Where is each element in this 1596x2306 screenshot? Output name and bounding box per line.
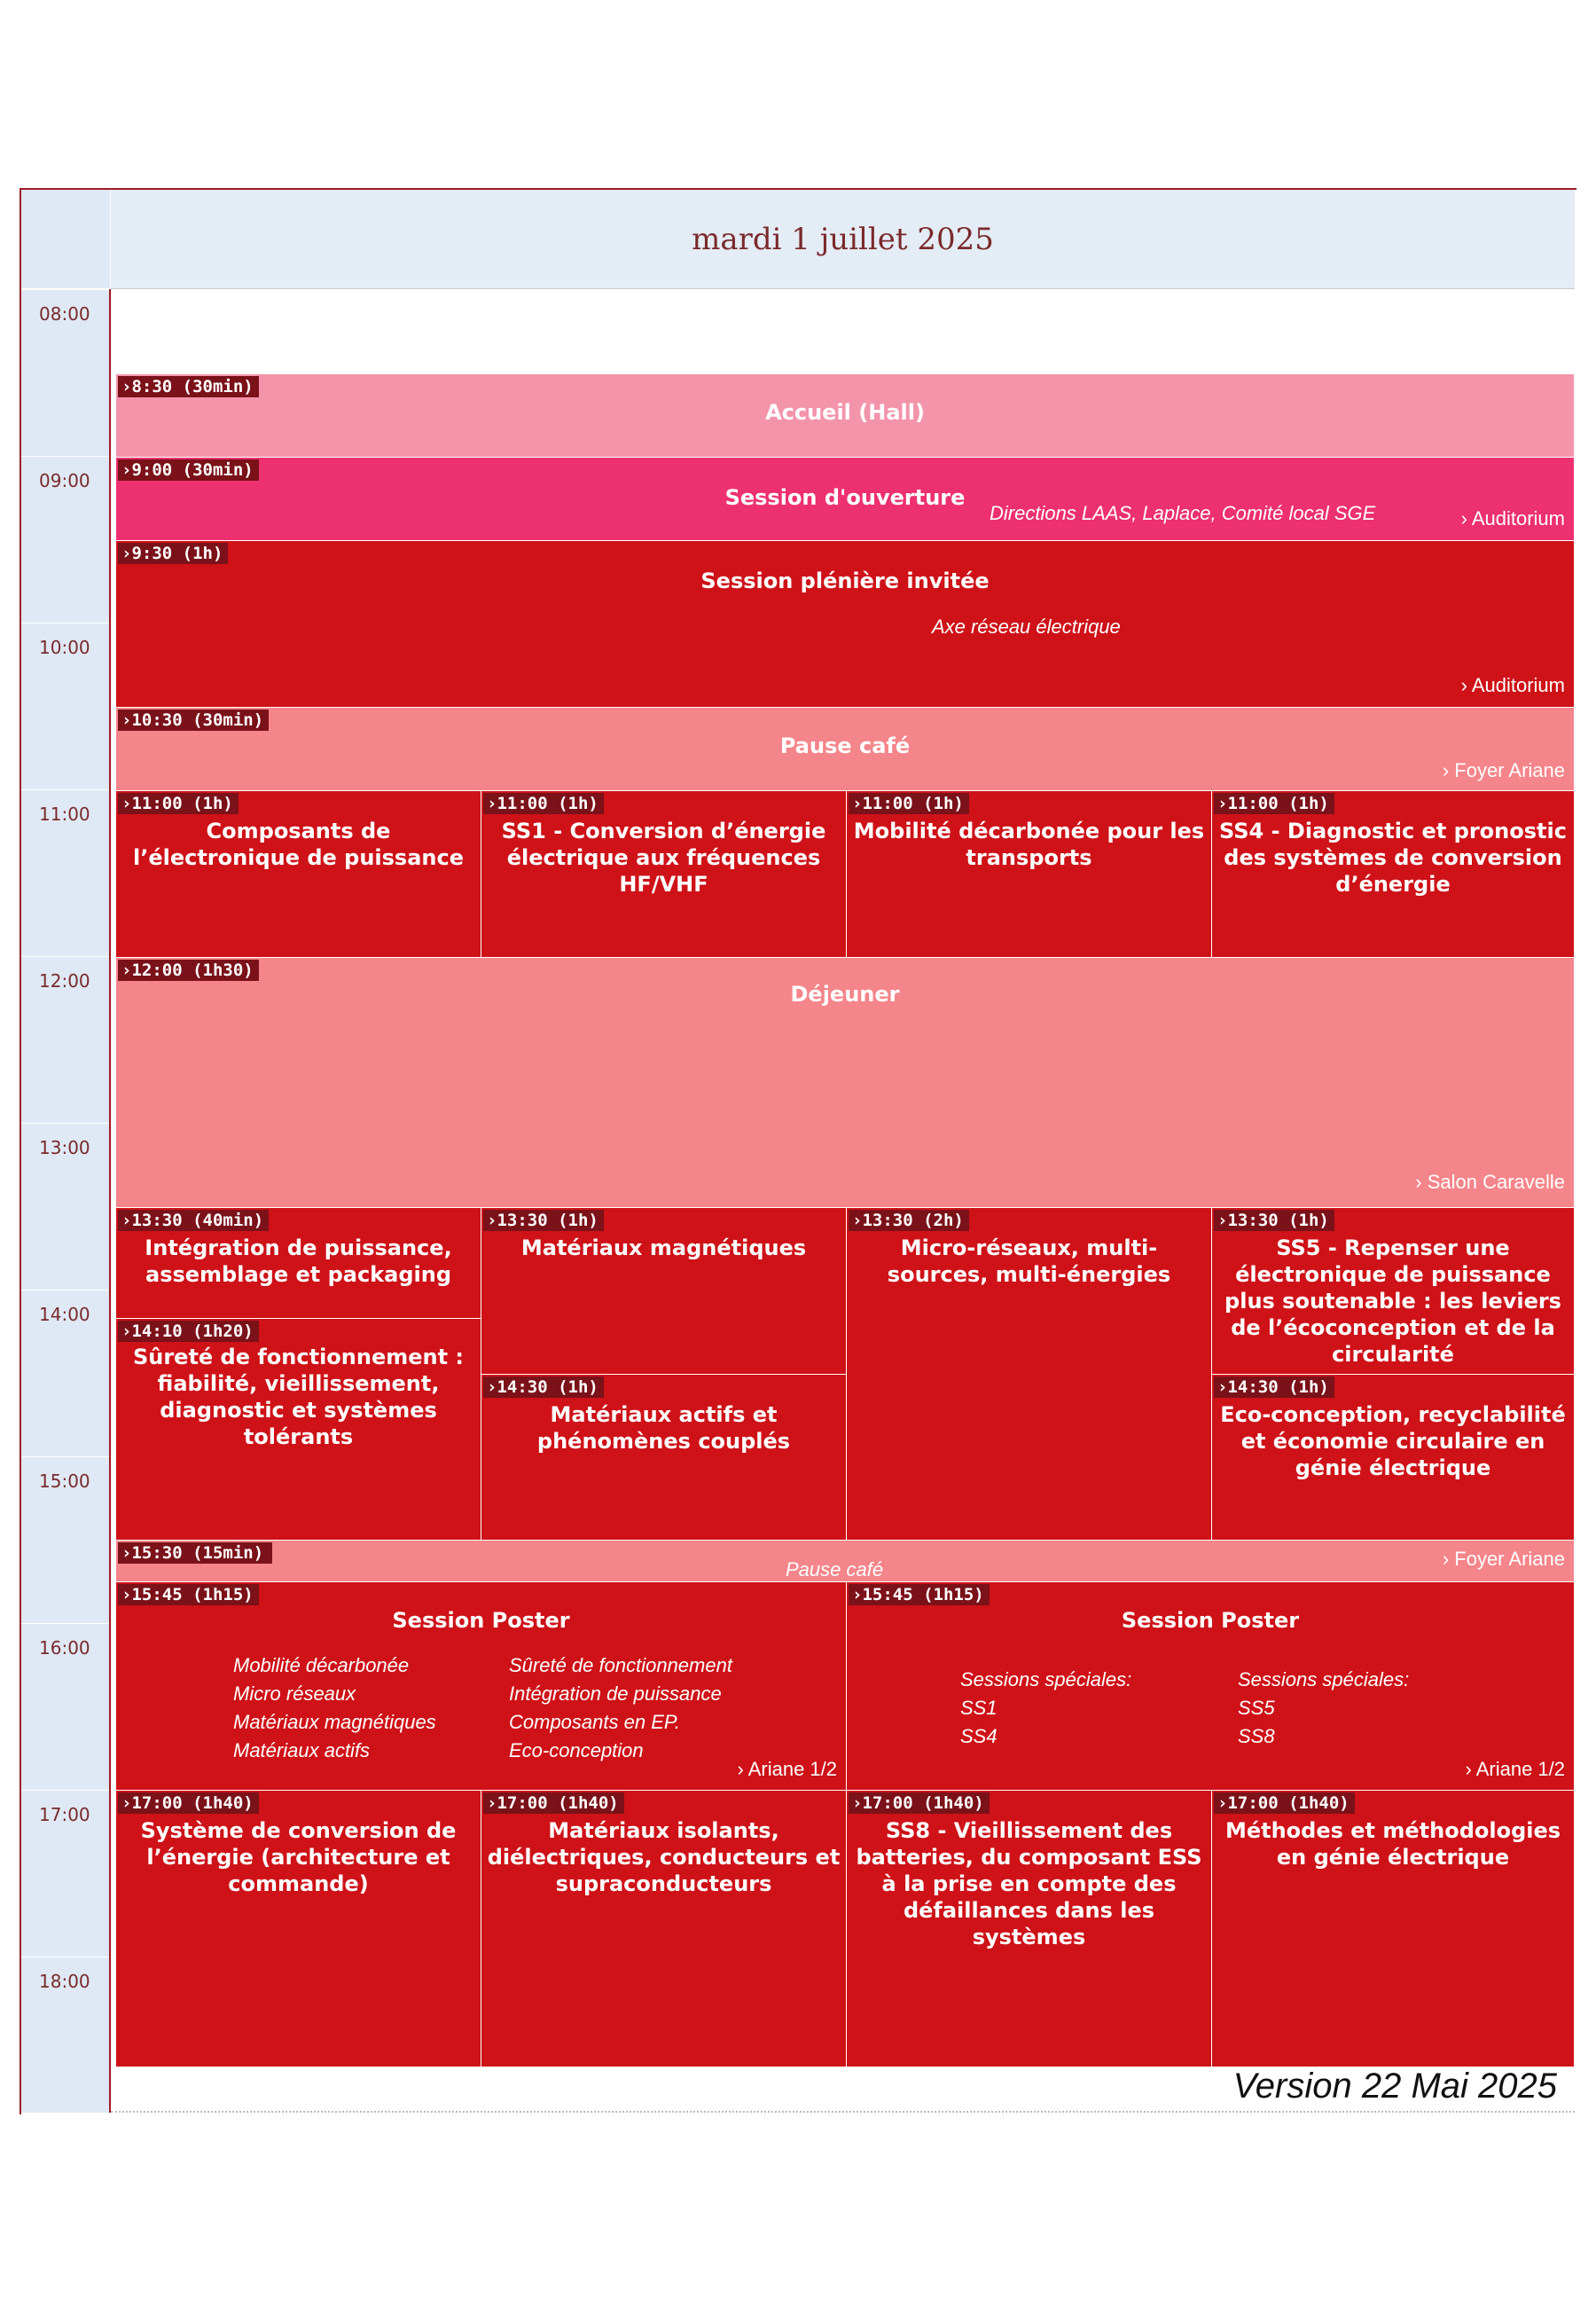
event-location: › Ariane 1/2 [737,1758,837,1780]
calendar-corner [21,190,111,288]
event-time: ›11:00 (1h) [118,793,239,814]
event-composants-ep[interactable] [115,790,481,958]
event-title: Session plénière invitée [700,569,990,593]
event-title: Session Poster [392,1608,570,1633]
event-title: Déjeuner [790,982,900,1007]
hour-line [21,623,109,624]
hour-line [21,1623,109,1624]
list-item: Eco-conception [509,1739,644,1761]
event-title: Mobilité décarbonée pour les transports [853,819,1205,870]
event-title: Intégration de puissance, assemblage et packaging [145,1235,452,1287]
hour-label-1000: 10:00 [39,637,90,658]
event-time: ›15:30 (15min) [118,1542,272,1564]
event-title: Pause café [779,733,911,758]
event-surete-fonctionnement[interactable] [115,1318,481,1541]
event-time: ›8:30 (30min) [118,376,259,397]
event-time: ›17:00 (1h40) [849,1792,990,1814]
event-dejeuner[interactable] [115,957,1575,1208]
event-title: SS1 - Conversion d’énergie électrique aux fréquences HF/VHF [501,819,826,897]
event-ss4[interactable] [1211,790,1575,958]
hour-label-1100: 11:00 [39,804,90,825]
list-item: Sessions spéciales: [960,1668,1132,1690]
event-title: Matériaux magnétiques [520,1235,807,1260]
event-ss8[interactable] [846,1790,1212,2067]
event-eco-conception[interactable] [1211,1374,1575,1541]
event-location: › Auditorium [1460,507,1565,529]
event-pleniere[interactable] [115,540,1575,708]
event-time: ›14:30 (1h) [1214,1377,1334,1398]
event-time: ›17:00 (1h40) [118,1792,259,1814]
list-item: Matériaux actifs [233,1739,371,1761]
list-item: SS8 [1238,1725,1275,1747]
event-time: ›9:30 (1h) [118,543,228,564]
event-ouverture[interactable] [115,457,1575,542]
hour-label-0800: 08:00 [39,303,90,325]
list-item: SS5 [1238,1697,1275,1719]
event-location: › Foyer Ariane [1442,1548,1565,1570]
event-subtitle: Axe réseau électrique [932,616,1121,638]
hour-line [21,1456,109,1457]
hour-label-1600: 16:00 [39,1637,90,1659]
event-integration-puissance[interactable] [115,1207,481,1320]
event-ss1[interactable] [481,790,847,958]
list-item: Mobilité décarbonée [233,1654,410,1676]
time-column [21,289,111,2113]
event-mobilite[interactable] [846,790,1212,958]
event-micro-reseaux[interactable] [846,1207,1212,1541]
hour-label-1500: 15:00 [39,1471,90,1492]
event-time: ›11:00 (1h) [483,793,604,814]
event-title: Eco-conception, recyclabilité et économie circulaire en génie électrique [1220,1402,1566,1480]
event-pause-cafe-1[interactable] [115,707,1575,792]
hour-label-1400: 14:00 [39,1304,90,1325]
event-time: ›11:00 (1h) [1214,793,1334,814]
event-time: ›13:30 (1h) [1214,1210,1334,1231]
event-title: Matériaux actifs et phénomènes couplés [536,1402,791,1454]
event-title: Système de conversion de l’énergie (architecture et commande) [140,1818,457,1896]
event-time: ›17:00 (1h40) [1214,1792,1355,1814]
event-poster-2[interactable] [846,1581,1575,1791]
event-poster-1[interactable] [115,1581,847,1791]
event-accueil[interactable] [115,373,1575,459]
event-time: ›11:00 (1h) [849,793,969,814]
list-item: Sessions spéciales: [1238,1668,1410,1690]
event-materiaux-magnetiques[interactable] [481,1207,847,1375]
day-header: mardi 1 juillet 2025 [111,190,1575,289]
event-title: Accueil (Hall) [765,400,925,425]
version-label: Version 22 Mai 2025 [1232,2067,1557,2106]
hour-label-1700: 17:00 [39,1804,90,1825]
event-title: Pause café [786,1558,884,1580]
poster-sessions-left [960,1666,1131,1751]
event-time: ›10:30 (30min) [118,710,269,731]
event-location: › Foyer Ariane [1442,759,1565,781]
hour-line [21,289,109,290]
event-systeme-conversion[interactable] [115,1790,481,2067]
hour-label-0900: 09:00 [39,470,90,491]
list-item: SS1 [960,1697,998,1719]
event-time: ›13:30 (1h) [483,1210,604,1231]
list-item: Matériaux magnétiques [233,1711,436,1733]
event-pause-cafe-2[interactable] [115,1540,1575,1582]
hour-line [21,789,109,790]
event-methodes[interactable] [1211,1790,1575,2067]
event-materiaux-actifs[interactable] [481,1374,847,1541]
hour-label-1200: 12:00 [39,970,90,992]
event-time: ›12:00 (1h30) [118,960,259,981]
event-title: SS5 - Repenser une électronique de puissance plus soutenable : les leviers de l’écoconception et de la circularité [1224,1235,1561,1367]
event-time: ›13:30 (2h) [849,1210,969,1231]
event-title: SS4 - Diagnostic et pronostic des systèmes de conversion d’énergie [1219,819,1567,897]
list-item: Sûreté de fonctionnement [509,1654,732,1676]
event-title: SS8 - Vieillissement des batteries, du composant ESS à la prise en compte des défaillances dans les systèmes [856,1818,1202,1949]
event-title: Session d'ouverture [724,485,966,510]
event-ss5[interactable] [1211,1207,1575,1375]
hour-line [21,1123,109,1124]
event-title: Méthodes et méthodologies en génie électrique [1224,1818,1561,1870]
hour-line [21,456,109,457]
event-materiaux-isolants[interactable] [481,1790,847,2067]
event-subtitle: Directions LAAS, Laplace, Comité local SGE [990,502,1376,524]
event-time: ›13:30 (40min) [118,1210,269,1231]
event-title: Matériaux isolants, diélectriques, conducteurs et supraconducteurs [487,1818,841,1896]
event-time: ›14:10 (1h20) [118,1321,259,1342]
event-time: ›17:00 (1h40) [483,1792,624,1814]
event-location: › Ariane 1/2 [1465,1758,1565,1780]
poster-topics-left [233,1651,436,1765]
event-title: Micro-réseaux, multi-sources, multi-énergies [887,1235,1171,1287]
list-item: Intégration de puissance [509,1682,722,1705]
poster-topics-right [509,1651,732,1765]
event-time: ›15:45 (1h15) [118,1584,259,1605]
list-item: Micro réseaux [233,1682,356,1705]
event-title: Session Poster [1121,1608,1300,1633]
event-title: Sûreté de fonctionnement : fiabilité, vieillissement, diagnostic et systèmes tolérants [132,1345,465,1449]
event-location: › Auditorium [1460,674,1565,696]
event-title: Composants de l’électronique de puissance [132,819,465,870]
event-time: ›9:00 (30min) [118,459,259,481]
event-location: › Salon Caravelle [1415,1171,1565,1193]
hour-line [21,1790,109,1791]
list-item: SS4 [960,1725,998,1747]
event-time: ›14:30 (1h) [483,1377,604,1398]
hour-label-1300: 13:00 [39,1137,90,1158]
list-item: Composants en EP. [509,1711,680,1733]
hour-label-1800: 18:00 [39,1971,90,1992]
poster-sessions-right [1238,1666,1409,1751]
hour-line [21,956,109,957]
event-time: ›15:45 (1h15) [849,1584,990,1605]
